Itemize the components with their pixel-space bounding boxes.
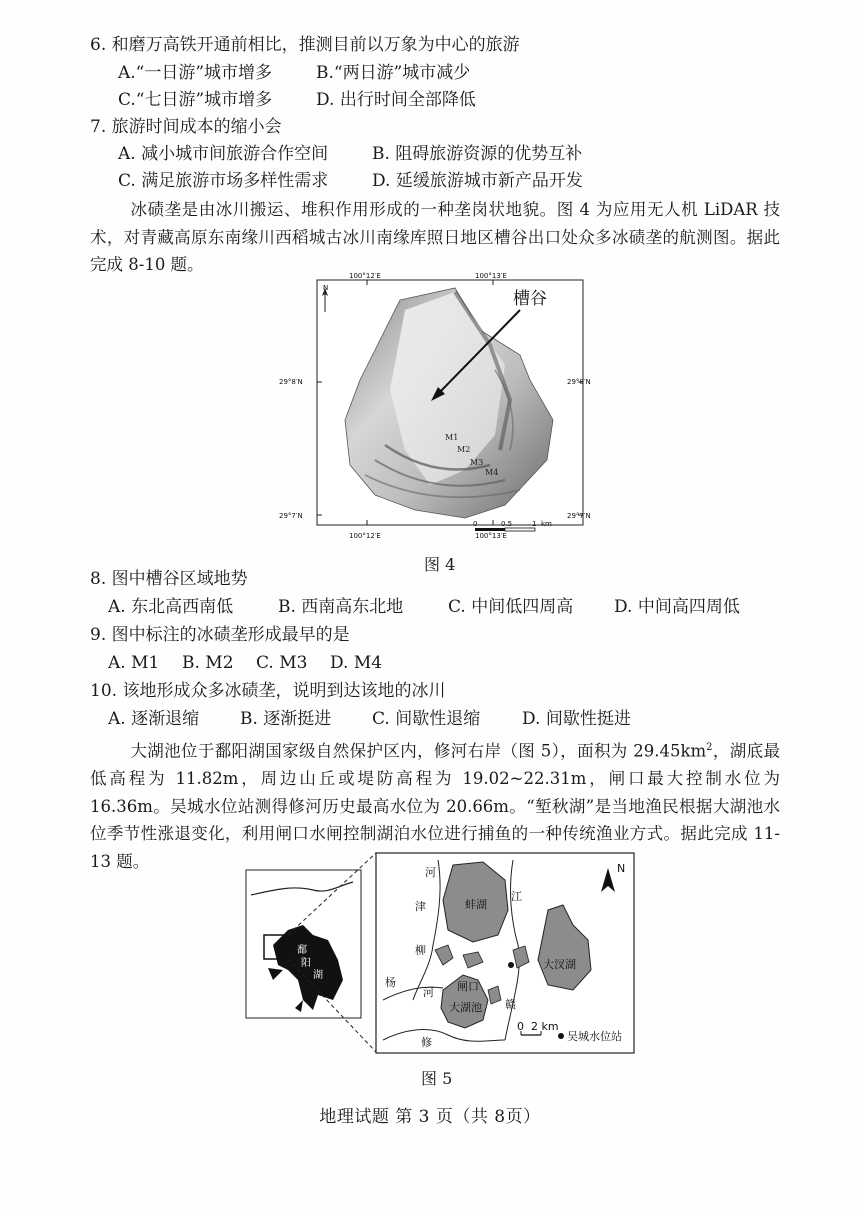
fig4-trough-label: 槽谷 (513, 289, 547, 309)
q7-option-d: D. 延缓旅游城市新产品开发 (372, 171, 583, 191)
river-char-yang: 杨 (385, 976, 396, 989)
moraine-label-m2: M2 (457, 445, 471, 454)
page-footer: 地理试题 第 3 页（共 8页） (319, 1107, 541, 1127)
fig4-lat-right-top: 29°8′N (567, 378, 591, 386)
inset-label-po: 鄱 (297, 945, 307, 956)
q8-stem: 8. 图中槽谷区域地势 (90, 569, 248, 589)
q6-option-d: D. 出行时间全部降低 (316, 90, 476, 110)
q9-option-c: C. M3 (256, 653, 308, 673)
q9-option-d: D. M4 (330, 653, 383, 673)
q9-stem: 9. 图中标注的冰碛垄形成最早的是 (90, 625, 350, 645)
q8-option-c: C. 中间低四周高 (448, 597, 574, 617)
river-char-liu: 柳 (415, 944, 426, 957)
passage-dahuchi-part2: ，湖底最低高程为 11.82m，周边山丘或堤防高程为 19.02~22.31m，闸口最大控制水位为 16.36m。吴城水位站测得修河历史最高水位为 20.66m。“堑秋湖”是当地渔民根据大湖池水位季节性涨退变化，利用闸口水闸控制湖泊水位进行捕鱼的一种传统渔业方式。据此完成 11-13 题。 (90, 741, 781, 871)
q8-option-d: D. 中间高四周低 (614, 597, 740, 617)
fig4-scale-unit: km (541, 520, 552, 528)
figure-4-map (279, 270, 595, 545)
q10-option-d: D. 间歇性挺进 (522, 709, 631, 729)
fig5-north-label: N (617, 862, 626, 875)
fig4-scale-1: 1 (532, 520, 537, 528)
figure-4-caption: 图 4 (424, 555, 456, 574)
figure-5-caption: 图 5 (421, 1069, 453, 1088)
q10-option-b: B. 逐渐挺进 (240, 709, 332, 729)
q7-option-c: C. 满足旅游市场多样性需求 (118, 171, 329, 191)
passage-dahuchi-sup: 2 (706, 742, 713, 753)
q10-stem: 10. 该地形成众多冰碛垄，说明到达该地的冰川 (90, 681, 446, 701)
q9-option-b: B. M2 (182, 653, 234, 673)
moraine-label-m1: M1 (445, 433, 459, 442)
lake-label-dachahu: 大汊湖 (543, 958, 576, 971)
q8-option-a: A. 东北高西南低 (108, 597, 234, 617)
q7-option-b: B. 阻碍旅游资源的优势互补 (372, 144, 583, 164)
q10-option-a: A. 逐渐退缩 (108, 709, 200, 729)
river-char-he2: 河 (423, 986, 434, 999)
passage-dahuchi-part1: 大湖池位于鄱阳湖国家级自然保护区内，修河右岸（图 5），面积为 29.45km (130, 741, 707, 761)
river-char-gan: 赣 (505, 998, 516, 1011)
fig4-scale-05: 0.5 (501, 520, 513, 528)
q9-option-a: A. M1 (108, 653, 160, 673)
fig5-scale-bar (517, 1020, 559, 1035)
moraine-label-m3: M3 (470, 458, 484, 467)
q6-option-b: B.“两日游”城市减少 (316, 63, 471, 83)
fig4-lon-bottom-right: 100°13′E (475, 532, 507, 540)
q8-option-b: B. 西南高东北地 (278, 597, 404, 617)
q6-option-a: A.“一日游”城市增多 (118, 63, 273, 83)
river-char-jiang: 江 (511, 890, 522, 903)
q7-option-a: A. 减小城市间旅游合作空间 (118, 144, 329, 164)
q6-stem: 6. 和磨万高铁开通前相比，推测目前以万象为中心的旅游 (90, 35, 520, 55)
fig4-lon-bottom-left: 100°12′E (349, 532, 381, 540)
river-char-he1: 河 (425, 866, 436, 879)
fig4-lat-left-bottom: 29°7′N (279, 512, 303, 520)
moraine-label-m4: M4 (485, 468, 499, 477)
fig5-scale-2km: 2 km (531, 1020, 559, 1033)
fig4-scale-0: 0 (473, 520, 478, 528)
river-char-xiu: 修 (421, 1036, 432, 1049)
fig4-lat-left-top: 29°8′N (279, 378, 303, 386)
lake-label-banghu: 蚌湖 (465, 898, 487, 911)
station-dot-icon (558, 1033, 564, 1039)
passage-moraine-text: 冰碛垄是由冰川搬运、堆积作用形成的一种垄岗状地貌。图 4 为应用无人机 LiDAR 技术，对青藏高原东南缘川西稻城古冰川南缘库照日地区槽谷出口处众多冰碛垄的航测图。据此完成 8-10 题。 (90, 200, 780, 274)
lake-label-dahuchi: 大湖池 (449, 1001, 482, 1014)
station-legend-label: 吴城水位站 (567, 1030, 622, 1043)
fig5-scale-0: 0 (517, 1020, 524, 1033)
inset-label-hu: 湖 (313, 970, 323, 981)
passage-moraine (90, 196, 780, 279)
figure-5-map (243, 850, 638, 1060)
q7-stem: 7. 旅游时间成本的缩小会 (90, 117, 282, 137)
fig4-lon-top-right: 100°13′E (475, 272, 507, 280)
fig4-lat-right-bottom: 29°7′N (567, 512, 591, 520)
fig4-lon-top-left: 100°12′E (349, 272, 381, 280)
q10-option-c: C. 间歇性退缩 (372, 709, 481, 729)
gate-label: 闸口 (457, 980, 479, 993)
inset-label-yang: 阳 (301, 958, 311, 969)
river-char-jin: 津 (415, 900, 426, 913)
fig4-north-label: N (323, 284, 329, 292)
q6-option-c: C.“七日游”城市增多 (118, 90, 273, 110)
